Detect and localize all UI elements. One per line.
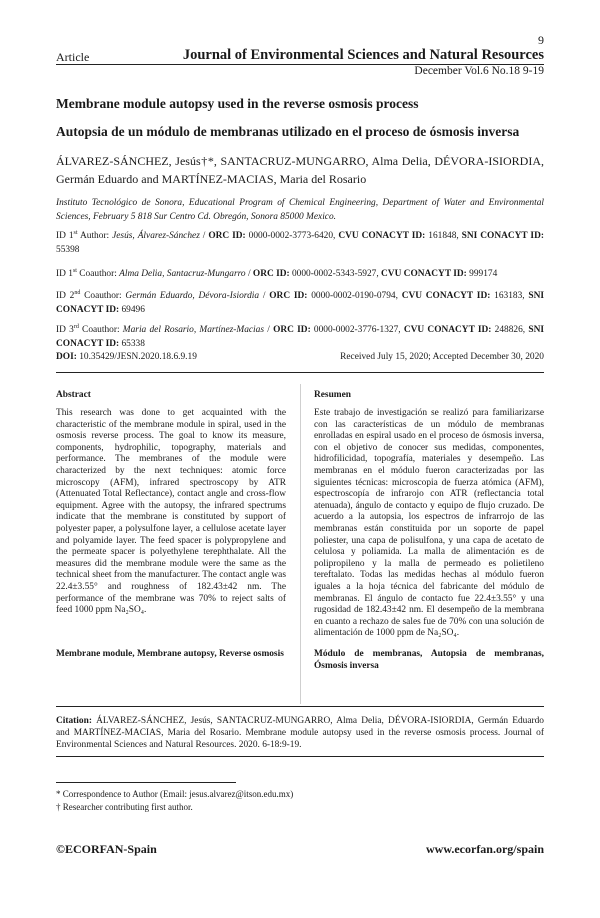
header-rule <box>56 64 544 65</box>
footnote-rule <box>56 782 236 783</box>
author-list: ÁLVAREZ-SÁNCHEZ, Jesús†*, SANTACRUZ-MUNGARRO, Alma Delia, DÉVORA-ISIORDIA, Germán Eduardo and MARTÍNEZ-MACIAS, Maria del Rosario <box>56 154 544 186</box>
received-date: Received July 15, 2020; Accepted December 30, 2020 <box>340 352 544 362</box>
institution: Instituto Tecnológico de Sonora, Educational Program of Chemical Engineering, Department of Water and Environmental Sciences, February 5 818 Sur Centro Cd. Obregón, Sonora 85000 Mexico. <box>56 198 544 222</box>
author-id-1: ID 1st Author: Jesús, Álvarez-Sánchez / ORC ID: 0000-0002-3773-6420, CVU CONACYT ID: 161848, SNI CONACYT ID: 55398 <box>56 230 544 256</box>
author-id-3: ID 2nd Coauthor: Germán Eduardo, Dévora-Isiordia / ORC ID: 0000-0002-0190-0794, CVU CONACYT ID: 163183, SNI CONACYT ID: 69496 <box>56 290 545 316</box>
title-english: Membrane module autopsy used in the reverse osmosis process <box>56 96 419 111</box>
abstract-heading: Abstract <box>56 390 91 400</box>
issue-info: December Vol.6 No.18 9-19 <box>414 65 544 77</box>
footer-brand: ©ECORFAN-Spain <box>56 842 157 856</box>
journal-title: Journal of Environmental Sciences and Natural Resources <box>182 47 544 63</box>
footnote-correspondence: * Correspondence to Author (Email: jesus.alvarez@itson.edu.mx) <box>56 789 294 799</box>
abstract-body: This research was done to get acquainted with the characteristic of the membrane module in spiral, used in the osmosis reverse process. The goal to know its measure, components, hydrophilic, topography, materials and performance. The membranes of the module were characterized by the next techniques: atomic force microscopy (AFM), infrared spectroscopy by ATR (Attenuated Total Reflectance), contact angle and cross-flow equipment. Agree with the autopsy, the infrared spectrums indicate that the membrane is constituted by support of polyester paper, a polysulfone layer, a cellulose acetate layer and polyamide layer. The feed spacer is polypropylene and the permeate spacer is polyethylene terephthalate. All the measures did the membrane module were the same as the technical sheet from the manufacturer. The contact angle was 22.4±3.55° and roughness of 182.43±42 nm. The performance of the membrane was 70% to reject salts of feed 1000 ppm Na₂SO₄. <box>56 408 286 616</box>
citation: Citation: ÁLVAREZ-SÁNCHEZ, Jesús, SANTACRUZ-MUNGARRO, Alma Delia, DÉVORA-ISIORDIA, Germán Eduardo and MARTÍNEZ-MACIAS, Maria del Rosario. Membrane module autopsy used in the reverse osmosis process. Journal of Environmental Sciences and Natural Resources. 2020. 6-18:9-19. <box>56 716 544 750</box>
abstract-keywords: Membrane module, Membrane autopsy, Reverse osmosis <box>56 649 284 659</box>
citation-rule-top <box>56 706 544 707</box>
resumen-heading: Resumen <box>314 390 351 400</box>
citation-rule-bottom <box>56 756 544 757</box>
doi[interactable]: DOI: 10.35429/JESN.2020.18.6.9.19 <box>56 352 197 362</box>
page-number: 9 <box>538 33 544 47</box>
footnote-contributor: † Researcher contributing first author. <box>56 802 193 812</box>
section-label: Article <box>56 50 90 64</box>
column-divider <box>300 384 301 704</box>
title-spanish: Autopsia de un módulo de membranas utilizado en el proceso de ósmosis inversa <box>56 124 520 139</box>
author-id-4: ID 3rd Coauthor: Maria del Rosario, Martínez-Macias / ORC ID: 0000-0002-3776-1327, CVU CONACYT ID: 248826, SNI CONACYT ID: 65338 <box>56 324 544 350</box>
doi-rule <box>56 372 544 373</box>
footer-website[interactable]: www.ecorfan.org/spain <box>426 842 544 856</box>
resumen-body: Este trabajo de investigación se realizó para familiarizarse con las características de un módulo de membranas enrolladas en espiral usado en el proceso de ósmosis inversa, con el objetivo de conocer sus medidas, componentes, hidrofilicidad, topografía, materiales y desempeño. Las membranas en el módulo fueron caracterizadas por las siguientes técnicas: microscopia de fuerza atómica (AFM), espectroscopía de infrarojo con ATR (reflectancia total atenuada), ángulo de contacto y equipo de flujo cruzado. De acuerdo a la autopsia, los espectros de infrarrojo de las membranas están constituida por un soporte de papel poliester, una capa de polisulfona, y una capa de acetato de celulosa y poliamida. La malla de alimentación es de polipropileno y la malla de permeado es polietileno tereftalato. Todas las medidas hechas al módulo fueron iguales a la hoja técnica del fabricante del módulo de membranas. El ángulo de contacto fue 22.4±3.55° y una rugosidad de 182.43±42 nm. El desempeño de la membrana en cuanto a rechazo de sales fue de 70% con una solución de alimentación de 1000 ppm de Na₂SO₄. <box>314 408 544 639</box>
author-id-2: ID 1st Coauthor: Alma Delia, Santacruz-Mungarro / ORC ID: 0000-0002-5343-5927, CVU CONACYT ID: 999174 <box>56 268 498 280</box>
resumen-keywords: Módulo de membranas, Autopsia de membranas, Ósmosis inversa <box>314 649 544 671</box>
